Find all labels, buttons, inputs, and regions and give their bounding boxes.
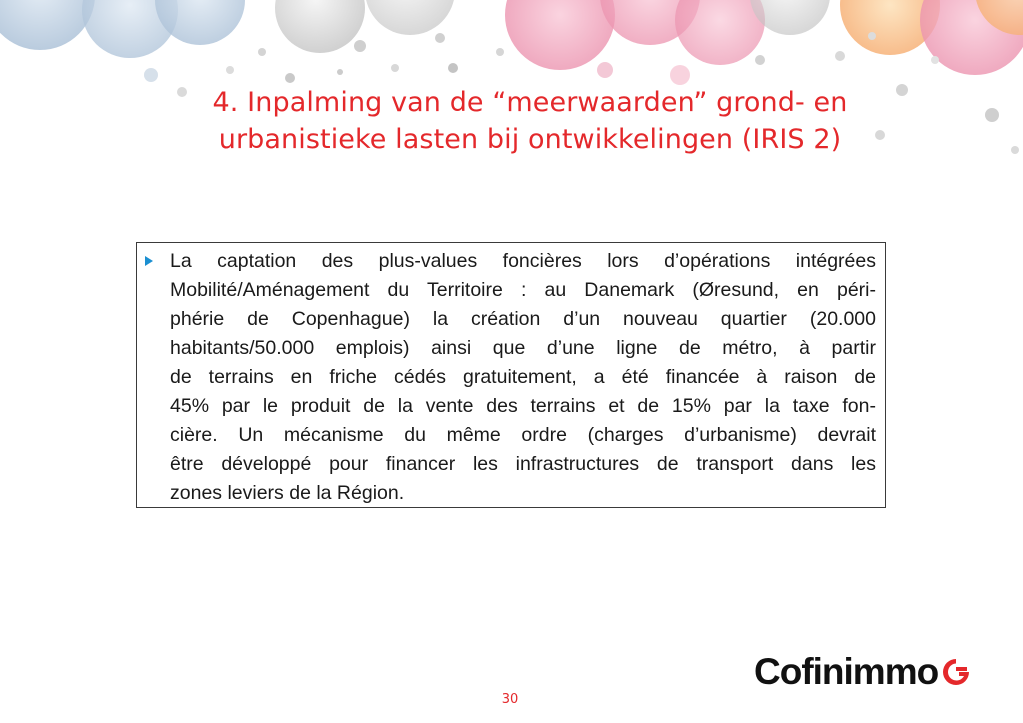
quote-line: cière. Un mécanisme du même ordre (charges d’urbanisme) devrait xyxy=(170,424,876,446)
slide-title-line-2: urbanistieke lasten bij ontwikkelingen (IRIS 2) xyxy=(218,124,842,155)
bullet-arrow-icon xyxy=(145,256,153,266)
quoted-paragraph xyxy=(170,247,876,508)
quote-line: Mobilité/Aménagement du Territoire : au Danemark (Øresund, en péri- xyxy=(170,279,876,301)
cofinimmo-logo xyxy=(754,650,971,694)
quote-line: phérie de Copenhague) la création d’un nouveau quartier (20.000 xyxy=(170,308,876,330)
logo-mark-icon xyxy=(941,657,971,687)
slide-title-line-1: 4. Inpalming van de “meerwaarden” grond- en xyxy=(212,87,848,118)
quote-line: habitants/50.000 emplois) ainsi que d’une ligne de métro, à partir xyxy=(170,337,876,359)
quote-line: être développé pour financer les infrastructures de transport dans les xyxy=(170,453,876,475)
quote-line: 45% par le produit de la vente des terrains et de 15% par la taxe fon- xyxy=(170,395,876,417)
quote-line: de terrains en friche cédés gratuitement, a été financée à raison de xyxy=(170,366,876,388)
logo-text: Cofinimmo xyxy=(754,651,939,692)
quote-line: La captation des plus-values foncières lors d’opérations intégrées xyxy=(170,250,876,272)
slide-title xyxy=(120,84,940,158)
quoted-text-box xyxy=(136,242,886,508)
page-number: 30 xyxy=(501,692,519,707)
quote-line: zones leviers de la Région. xyxy=(170,482,405,504)
